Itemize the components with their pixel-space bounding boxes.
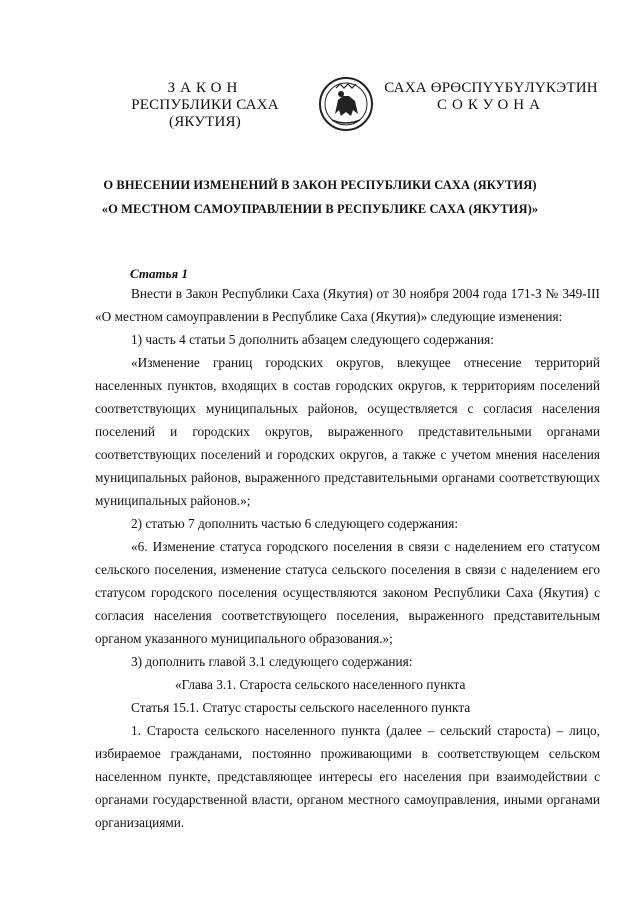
text-line: «Изменение границ городских округов, влекущее отнесение территорий bbox=[131, 355, 600, 370]
article-15-1-heading: Статья 15.1. Статус старосты сельского населенного пункта bbox=[131, 700, 471, 715]
text-line: сельского поселения, изменение статуса сельского поселения в связи с наделением его bbox=[95, 562, 600, 577]
text-line: 1) часть 4 статьи 5 дополнить абзацем следующего содержания: bbox=[131, 332, 494, 347]
text-line: «О местном самоуправлении в Республике Саха (Якутия)» следующие изменения: bbox=[95, 309, 563, 324]
text-line: статусом городского поселения осуществляются законом Республики Саха (Якутия) с bbox=[95, 585, 600, 600]
text-line: 1. Староста сельского населенного пункта (далее – сельский староста) – лицо, bbox=[131, 723, 600, 738]
text-line: 3) дополнить главой 3.1 следующего содержания: bbox=[131, 654, 413, 669]
text-line: муниципальных районов.»; bbox=[95, 493, 251, 508]
header-left-line2: РЕСПУБЛИКИ САХА (ЯКУТИЯ) bbox=[131, 97, 279, 130]
header-left bbox=[94, 80, 316, 131]
text-line: 2) статью 7 дополнить частью 6 следующего содержания: bbox=[131, 516, 459, 531]
text-line: органом указанного муниципального образования.»; bbox=[95, 631, 393, 646]
header-right-line1: САХА ӨРӨСПҮҮБҮЛҮКЭТИН bbox=[384, 80, 598, 96]
article-heading: Статья 1 bbox=[130, 266, 188, 281]
text-line: населенных пунктов, входящих в состав городских округов, к территориям поселений bbox=[95, 378, 600, 393]
text-line: органами государственной власти, органом местного самоуправления, иными органами bbox=[95, 792, 600, 807]
header-left-line1: ЗАКОН bbox=[167, 80, 243, 96]
header-right bbox=[384, 80, 598, 114]
text-line: «6. Изменение статуса городского поселения в связи с наделением его статусом bbox=[131, 539, 600, 554]
text-line: согласия населения соответствующего поселения, выраженного представительным bbox=[95, 608, 600, 623]
document-body bbox=[95, 282, 600, 834]
text-line: населенном пункте, представляющее интересы его населения при взаимодействии с bbox=[95, 769, 600, 784]
text-line: муниципальных районов, выраженного представительными органами соответствующих bbox=[95, 470, 600, 485]
document-title-line1: О ВНЕСЕНИИ ИЗМЕНЕНИЙ В ЗАКОН РЕСПУБЛИКИ САХА (ЯКУТИЯ) bbox=[103, 178, 537, 192]
text-line: организациями. bbox=[95, 815, 185, 830]
header-right-line2: СОКУОНА bbox=[437, 97, 545, 113]
text-line: поселений и городских округов, выраженного представительными органами bbox=[95, 424, 600, 439]
text-line: соответствующих муниципальных районов, осуществляется с согласия населения bbox=[95, 401, 600, 416]
text-line: Внести в Закон Республики Саха (Якутия) от 30 ноября 2004 года 171-З № 349-III bbox=[131, 286, 600, 301]
coat-of-arms-emblem-icon bbox=[318, 76, 374, 132]
text-line: избираемое гражданами, постоянно проживающими в соответствующем сельском bbox=[95, 746, 600, 761]
text-line: соответствующих поселений и городских округов, а также с учетом мнения населения bbox=[95, 447, 600, 462]
document-title-line2: «О МЕСТНОМ САМОУПРАВЛЕНИИ В РЕСПУБЛИКЕ САХА (ЯКУТИЯ)» bbox=[101, 202, 539, 216]
chapter-heading: «Глава 3.1. Староста сельского населенного пункта bbox=[175, 677, 466, 692]
